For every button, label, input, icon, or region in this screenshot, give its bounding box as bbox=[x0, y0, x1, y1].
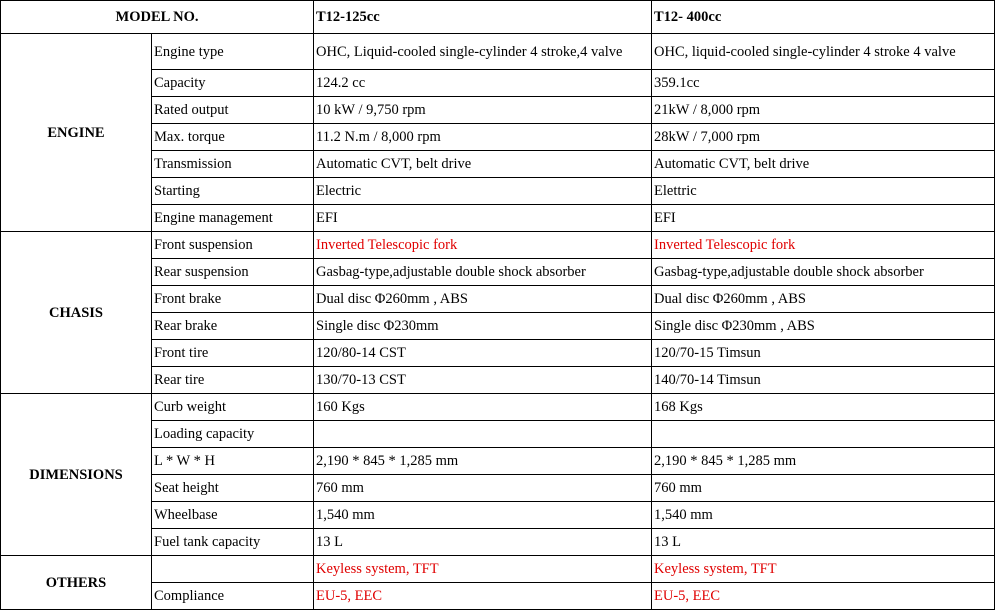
model-b-header: T12- 400cc bbox=[652, 1, 995, 34]
spec-value-b: 760 mm bbox=[652, 475, 995, 502]
spec-label: Curb weight bbox=[152, 394, 314, 421]
spec-value-b: Gasbag-type,adjustable double shock absorber bbox=[652, 259, 995, 286]
spec-value-a: Automatic CVT, belt drive bbox=[314, 151, 652, 178]
spec-value-b: 1,540 mm bbox=[652, 502, 995, 529]
spec-label: Rear suspension bbox=[152, 259, 314, 286]
spec-value-b: 28kW / 7,000 rpm bbox=[652, 124, 995, 151]
spec-label: Rear brake bbox=[152, 313, 314, 340]
section-chasis-title: CHASIS bbox=[1, 232, 152, 394]
section-others-title: OTHERS bbox=[1, 556, 152, 610]
spec-label: Front suspension bbox=[152, 232, 314, 259]
spec-value-b: 359.1cc bbox=[652, 70, 995, 97]
spec-label: Front tire bbox=[152, 340, 314, 367]
spec-label: Max. torque bbox=[152, 124, 314, 151]
spec-value-a: 124.2 cc bbox=[314, 70, 652, 97]
spec-label: L * W * H bbox=[152, 448, 314, 475]
spec-value-b bbox=[652, 421, 995, 448]
spec-label: Rated output bbox=[152, 97, 314, 124]
spec-value-b: 13 L bbox=[652, 529, 995, 556]
spec-label bbox=[152, 556, 314, 583]
spec-label: Wheelbase bbox=[152, 502, 314, 529]
section-dimensions-title: DIMENSIONS bbox=[1, 394, 152, 556]
spec-value-b: 140/70-14 Timsun bbox=[652, 367, 995, 394]
spec-row-engine-type bbox=[1, 34, 995, 70]
spec-value-a: Single disc Φ230mm bbox=[314, 313, 652, 340]
spec-value-b: 2,190 * 845 * 1,285 mm bbox=[652, 448, 995, 475]
spec-value-a: Dual disc Φ260mm , ABS bbox=[314, 286, 652, 313]
spec-value-a: 130/70-13 CST bbox=[314, 367, 652, 394]
model-no-label: MODEL NO. bbox=[1, 1, 314, 34]
spec-value-b: OHC, liquid-cooled single-cylinder 4 stroke 4 valve bbox=[652, 34, 995, 70]
spec-value-a: 2,190 * 845 * 1,285 mm bbox=[314, 448, 652, 475]
spec-value-a: Electric bbox=[314, 178, 652, 205]
spec-value-a: EFI bbox=[314, 205, 652, 232]
spec-value-b-highlight: Inverted Telescopic fork bbox=[652, 232, 995, 259]
spec-value-a bbox=[314, 421, 652, 448]
spec-value-b: Automatic CVT, belt drive bbox=[652, 151, 995, 178]
spec-value-a: 120/80-14 CST bbox=[314, 340, 652, 367]
spec-label: Rear tire bbox=[152, 367, 314, 394]
spec-value-b: Elettric bbox=[652, 178, 995, 205]
spec-value-a-highlight: EU-5, EEC bbox=[314, 583, 652, 610]
spec-label: Starting bbox=[152, 178, 314, 205]
spec-value-a: Gasbag-type,adjustable double shock absorber bbox=[314, 259, 652, 286]
spec-value-b: EFI bbox=[652, 205, 995, 232]
model-a-header: T12-125cc bbox=[314, 1, 652, 34]
spec-value-a: 13 L bbox=[314, 529, 652, 556]
spec-value-a: 160 Kgs bbox=[314, 394, 652, 421]
spec-value-a: 10 kW / 9,750 rpm bbox=[314, 97, 652, 124]
spec-value-a: 11.2 N.m / 8,000 rpm bbox=[314, 124, 652, 151]
spec-label: Transmission bbox=[152, 151, 314, 178]
spec-row-curb-weight bbox=[1, 394, 995, 421]
spec-label: Front brake bbox=[152, 286, 314, 313]
spec-value-b: Dual disc Φ260mm , ABS bbox=[652, 286, 995, 313]
spec-row-features bbox=[1, 556, 995, 583]
spec-row-front-suspension bbox=[1, 232, 995, 259]
spec-label: Seat height bbox=[152, 475, 314, 502]
spec-label: Engine management bbox=[152, 205, 314, 232]
spec-value-b: 120/70-15 Timsun bbox=[652, 340, 995, 367]
spec-value-b: Single disc Φ230mm , ABS bbox=[652, 313, 995, 340]
spec-value-a: 760 mm bbox=[314, 475, 652, 502]
spec-value-a-highlight: Keyless system, TFT bbox=[314, 556, 652, 583]
spec-value-a: 1,540 mm bbox=[314, 502, 652, 529]
spec-value-b-highlight: Keyless system, TFT bbox=[652, 556, 995, 583]
spec-value-b-highlight: EU-5, EEC bbox=[652, 583, 995, 610]
spec-value-b: 21kW / 8,000 rpm bbox=[652, 97, 995, 124]
section-engine-title: ENGINE bbox=[1, 34, 152, 232]
spec-label: Capacity bbox=[152, 70, 314, 97]
spec-label: Engine type bbox=[152, 34, 314, 70]
spec-value-a-highlight: Inverted Telescopic fork bbox=[314, 232, 652, 259]
spec-value-a: OHC, Liquid-cooled single-cylinder 4 stroke,4 valve bbox=[314, 34, 652, 70]
spec-value-b: 168 Kgs bbox=[652, 394, 995, 421]
spec-label: Compliance bbox=[152, 583, 314, 610]
spec-label: Loading capacity bbox=[152, 421, 314, 448]
spec-label: Fuel tank capacity bbox=[152, 529, 314, 556]
header-row bbox=[1, 1, 995, 34]
